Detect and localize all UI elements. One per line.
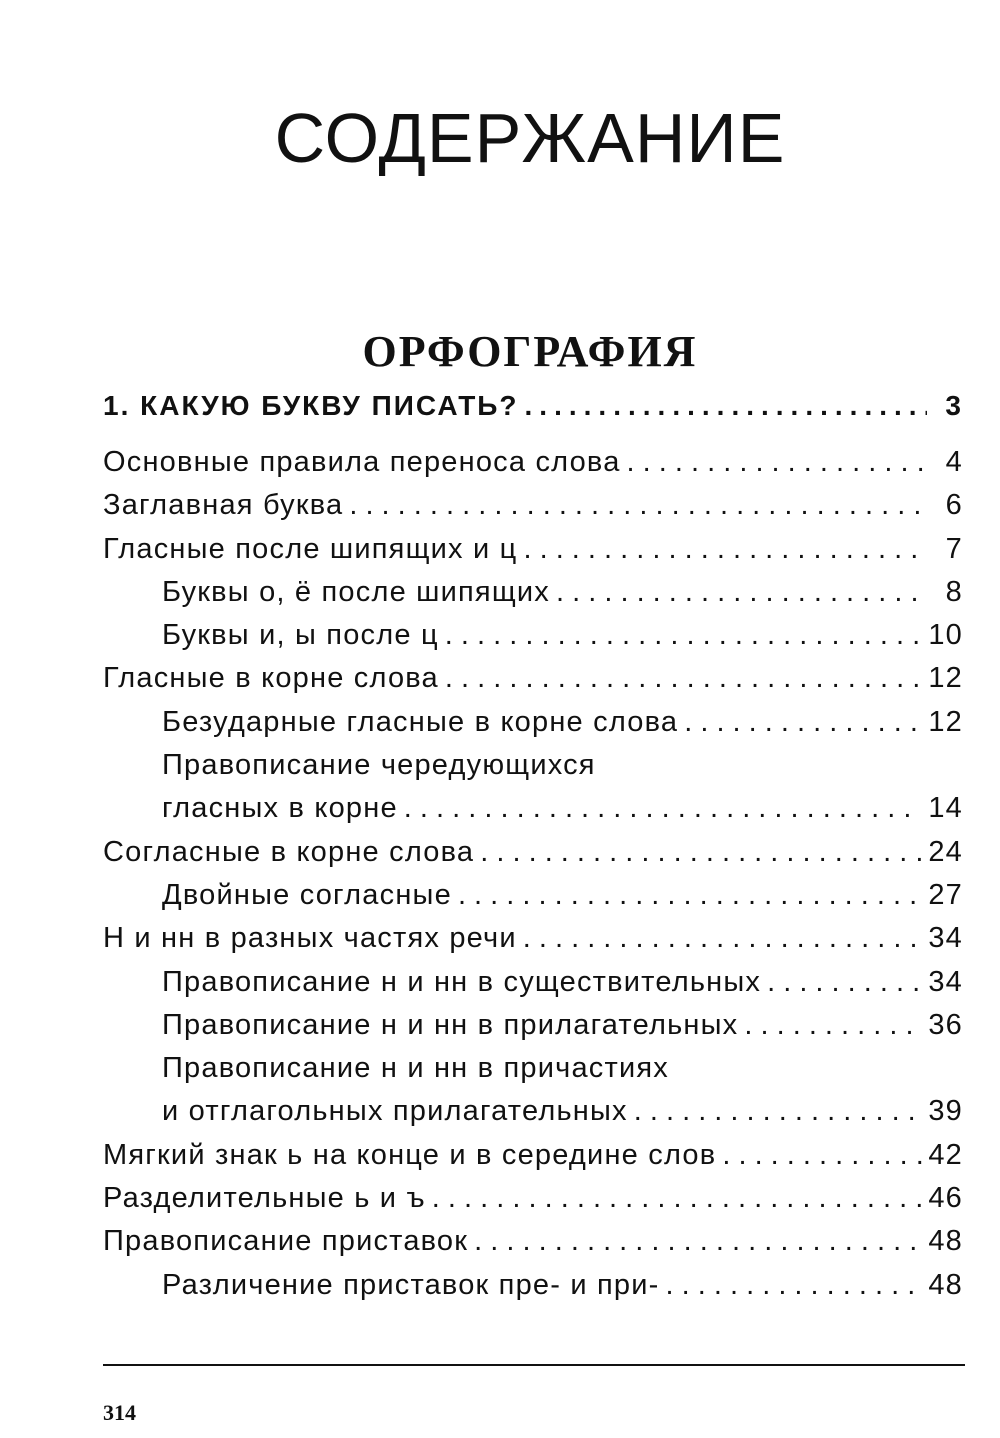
- dot-leader: [556, 576, 927, 609]
- toc-entry-title: Двойные согласные: [162, 878, 452, 911]
- toc-entry-title: Основные правила переноса слова: [103, 446, 621, 478]
- toc-entry-page: 12: [928, 662, 963, 695]
- toc-entry[interactable]: [103, 879, 963, 922]
- toc-entry-page: 6: [945, 489, 963, 522]
- toc-entry[interactable]: [103, 446, 963, 489]
- toc-entry-page: 8: [945, 575, 963, 608]
- dot-leader: [744, 1009, 922, 1042]
- dot-leader: [634, 1095, 923, 1128]
- dot-leader: [627, 446, 927, 479]
- toc-entry-title: Правописание н и нн в существительных: [162, 965, 762, 998]
- toc-entry-title: Правописание чередующихся: [162, 749, 596, 782]
- toc-entry[interactable]: [103, 706, 963, 749]
- toc-entry[interactable]: [103, 836, 963, 879]
- toc-entry[interactable]: [103, 922, 963, 965]
- footer-divider: [103, 1364, 965, 1366]
- dot-leader: [445, 662, 922, 695]
- page-title: СОДЕРЖАНИЕ: [274, 99, 786, 177]
- toc-entry-title: 1. КАКУЮ БУКВУ ПИСАТЬ?: [103, 390, 519, 421]
- section-heading: ОРФОГРАФИЯ: [362, 327, 698, 376]
- toc-entry-title: Различение приставок пре- и при-: [162, 1268, 660, 1301]
- dot-leader: [349, 489, 927, 522]
- toc-entry-page: 39: [928, 1095, 963, 1128]
- toc-entry[interactable]: [103, 749, 963, 792]
- toc-entry[interactable]: [103, 489, 963, 532]
- toc-entry[interactable]: [103, 966, 963, 1009]
- toc-entry-title: Правописание н и нн в прилагательных: [162, 1008, 739, 1041]
- toc-entry-page: 12: [928, 705, 963, 738]
- dot-leader: [404, 792, 923, 825]
- toc-entry-title: Правописание приставок: [103, 1225, 469, 1258]
- toc-entry-title: Гласные после шипящих и ц: [103, 532, 518, 565]
- dot-leader: [666, 1269, 923, 1302]
- toc-entry[interactable]: [103, 619, 963, 662]
- toc-entry-page: 10: [928, 619, 963, 652]
- dot-leader: [767, 966, 922, 999]
- dot-leader: [445, 619, 923, 652]
- toc-entry-page: 3: [945, 390, 963, 421]
- dot-leader: [480, 836, 922, 869]
- toc-entry-page: 14: [928, 792, 963, 825]
- toc-entry-page: 46: [928, 1182, 963, 1215]
- toc-entry-title: Н и нн в разных частях речи: [103, 922, 517, 955]
- dot-leader: [523, 922, 923, 955]
- table-of-contents: [103, 390, 963, 1312]
- dot-leader: [432, 1182, 923, 1215]
- toc-entry-title: Мягкий знак ь на конце и в середине слов: [103, 1138, 717, 1171]
- toc-entry[interactable]: [103, 1009, 963, 1052]
- toc-entry[interactable]: [103, 1225, 963, 1268]
- toc-entry-title: Безударные гласные в корне слова: [162, 705, 679, 738]
- toc-entry-title: Буквы о, ё после шипящих: [162, 575, 550, 608]
- toc-entry-title: Буквы и, ы после ц: [162, 619, 439, 652]
- toc-entry[interactable]: [103, 662, 963, 705]
- toc-entry-page: 48: [928, 1268, 963, 1301]
- toc-entry-title: гласных в корне: [162, 792, 398, 825]
- toc-entry[interactable]: [103, 1269, 963, 1312]
- toc-entry-title: Правописание н и нн в причастиях: [162, 1052, 669, 1085]
- dot-leader: [684, 706, 922, 739]
- toc-entry[interactable]: [103, 1139, 963, 1182]
- toc-entry-page: 7: [945, 532, 963, 565]
- dot-leader: [458, 879, 922, 912]
- toc-entry-title: Гласные в корне слова: [103, 662, 439, 695]
- toc-entry-page: 36: [928, 1008, 963, 1041]
- toc-entry-page: 24: [928, 835, 963, 868]
- toc-entry-page: 27: [928, 878, 963, 911]
- toc-entry[interactable]: [103, 576, 963, 619]
- toc-entry[interactable]: [103, 533, 963, 576]
- toc-entry[interactable]: [103, 390, 963, 446]
- toc-entry-page: 34: [928, 965, 963, 998]
- toc-entry[interactable]: [103, 792, 963, 835]
- dot-leader: [523, 533, 927, 566]
- toc-entry-title: и отглагольных прилагательных: [162, 1095, 628, 1128]
- toc-entry-page: 42: [928, 1138, 963, 1171]
- toc-entry-title: Согласные в корне слова: [103, 835, 475, 868]
- toc-entry[interactable]: [103, 1052, 963, 1095]
- toc-entry[interactable]: [103, 1182, 963, 1225]
- dot-leader: [474, 1225, 922, 1258]
- dot-leader: [722, 1139, 922, 1172]
- toc-entry-title: Заглавная буква: [103, 489, 344, 522]
- toc-entry-page: 34: [928, 922, 963, 955]
- toc-entry-page: 4: [945, 446, 963, 478]
- toc-entry[interactable]: [103, 1095, 963, 1138]
- toc-entry-title: Разделительные ь и ъ: [103, 1182, 426, 1215]
- toc-entry-page: 48: [928, 1225, 963, 1258]
- page-number: 314: [103, 1400, 136, 1425]
- dot-leader: [525, 390, 927, 422]
